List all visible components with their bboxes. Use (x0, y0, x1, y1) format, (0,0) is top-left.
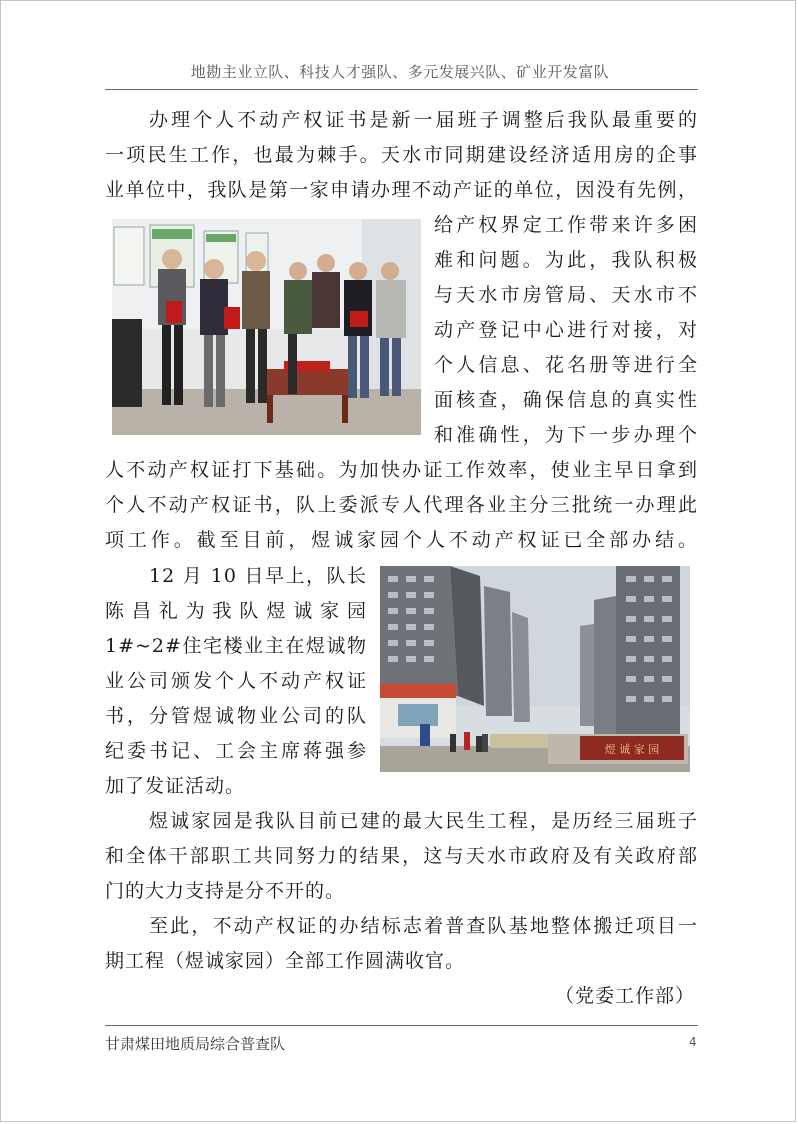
para3-line3: 门的大力支持是分不开的。 (105, 880, 346, 902)
ceremony-photo (112, 219, 421, 435)
para2-line5: 书，分管煜诚物业公司的队 (105, 705, 367, 727)
para1-line12: 个人不动产权证书，队上委派专人代理各业主分三批统一办理此 (105, 494, 698, 516)
para3-line2: 和全体干部职工共同努力的结果，这与天水市政府及有关政府部 (105, 845, 698, 867)
para1-line13: 项工作。截至目前，煜诚家园个人不动产权证已全部办结。 (105, 529, 698, 551)
para1-line2: 一项民生工作，也最为棘手。天水市同期建设经济适用房的企事 (105, 144, 698, 166)
para1-line4: 给产权界定工作带来许多困 (434, 214, 698, 236)
gate-sign-text: 煜 诚 家 园 (604, 743, 660, 756)
footer-divider (105, 1025, 698, 1026)
header-divider (105, 89, 698, 90)
signature: （党委工作部） (555, 985, 696, 1007)
para1-line1: 办理个人不动产权证书是新一届班子调整后我队最重要的 (149, 109, 698, 131)
residence-photo-image (380, 566, 690, 772)
para1-line3: 业单位中，我队是第一家申请办理不动产证的单位，因没有先例， (105, 179, 698, 201)
para1-line6: 与天水市房管局、天水市不 (434, 284, 698, 306)
para3-line1: 煜诚家园是我队目前已建的最大民生工程，是历经三届班子 (149, 810, 698, 832)
para1-line7: 动产登记中心进行对接，对 (434, 319, 698, 341)
footer-org: 甘肃煤田地质局综合普查队 (105, 1035, 286, 1053)
para4-line2: 期工程（煜诚家园）全部工作圆满收官。 (105, 950, 466, 972)
para1-line10: 和准确性，为下一步办理个 (434, 424, 698, 446)
page-number: 4 (689, 1035, 697, 1049)
para2-line3: 1#~2#住宅楼业主在煜诚物 (105, 635, 367, 657)
para1-line9: 面核查，确保信息的真实性 (434, 389, 698, 411)
para2-line7: 加了发证活动。 (105, 775, 246, 797)
para1-line5: 难和问题。为此，我队积极 (434, 249, 698, 271)
para2-line4: 业公司颁发个人不动产权证 (105, 670, 367, 692)
page-header: 地勘主业立队、科技人才强队、多元发展兴队、矿业开发富队 (190, 63, 610, 81)
para1-line8: 个人信息、花名册等进行全 (434, 354, 698, 376)
para2-line1: 12 月 10 日早上，队长 (149, 565, 367, 587)
residence-photo (380, 566, 690, 772)
para2-line6: 纪委书记、工会主席蒋强参 (105, 740, 367, 762)
para2-line2: 陈昌礼为我队煜诚家园 (105, 600, 367, 622)
ceremony-photo-image (112, 219, 421, 435)
para1-line11: 人不动产权证打下基础。为加快办证工作效率，使业主早日拿到 (105, 459, 698, 481)
para4-line1: 至此，不动产权证的办结标志着普查队基地整体搬迁项目一 (149, 915, 698, 937)
